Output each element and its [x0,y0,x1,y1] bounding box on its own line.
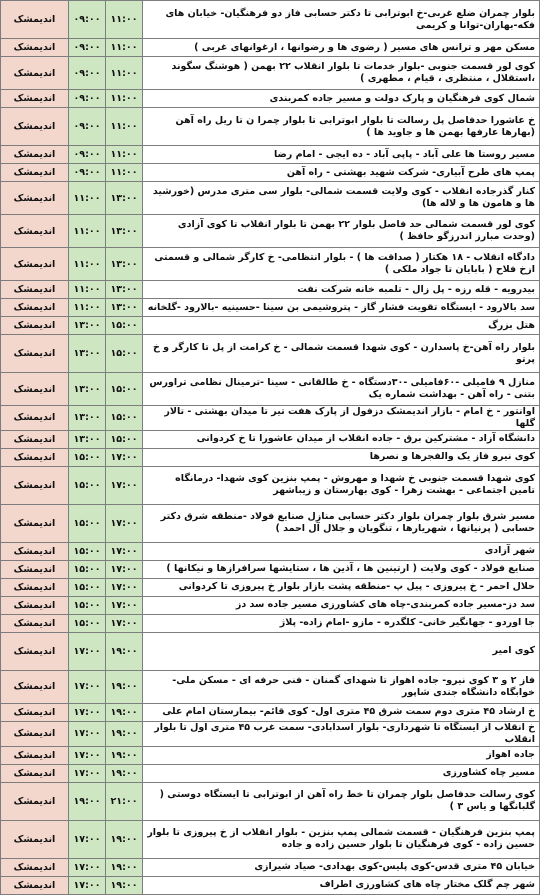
end-time-cell: ۱۱:۰۰ [106,57,143,90]
area-cell: مسیر چاه کشاورزی [143,764,540,782]
city-cell: اندیمشک [1,1,69,39]
city-cell: اندیمشک [1,108,69,146]
schedule-row [1,542,540,560]
end-time-cell: ۱۷:۰۰ [106,448,143,466]
area-cell: دادگاه انقلاب - ۱۸ هکتار ( صداقت ها ) - بلوار انتظامی- خ کارگر شمالی و قسمتی ازخ فلاح ( بابایان تا جواد ملکی ) [143,248,540,281]
schedule-row [1,721,540,746]
area-cell: بلوار راه آهن-خ پاسدارن - کوی شهدا قسمت شمالی - خ کرامت از پل تا کارگر و خ پرتو [143,335,540,373]
schedule-row [1,448,540,466]
start-time-cell: ۱۵:۰۰ [69,504,106,542]
start-time-cell: ۱۷:۰۰ [69,746,106,764]
area-cell: مسیر شرق بلوار چمران بلوار دکتر حسابی منازل صنایع فولاد -منطقه شرق دکتر حسابی ( پرنیانها ، شهریارها ، تنگویان و جلال آل احمد ) [143,504,540,542]
city-cell: اندیمشک [1,373,69,406]
area-cell: بلوار چمران ضلع غربی-خ ابوترابی تا دکتر حسابی فاز دو فرهنگیان- خیابان های فکه-بهاران-توانا و کریمی [143,1,540,39]
start-time-cell: ۱۳:۰۰ [69,317,106,335]
start-time-cell: ۱۵:۰۰ [69,542,106,560]
schedule-row [1,146,540,164]
city-cell: اندیمشک [1,596,69,614]
start-time-cell: ۱۱:۰۰ [69,248,106,281]
schedule-row [1,632,540,670]
city-cell: اندیمشک [1,632,69,670]
start-time-cell: ۱۷:۰۰ [69,721,106,746]
city-cell: اندیمشک [1,430,69,448]
end-time-cell: ۱۵:۰۰ [106,373,143,406]
end-time-cell: ۱۹:۰۰ [106,670,143,703]
end-time-cell: ۱۱:۰۰ [106,164,143,182]
start-time-cell: ۱۱:۰۰ [69,281,106,299]
area-cell: منازل ۹ فامیلی -۶۰فامیلی -۳۰دستگاه - خ طالقانی - سینا -ترمینال نظامی تراورس بتنی - راه آهن - بهداشت شماره یک [143,373,540,406]
area-cell: کوی لور قسمت جنوبی -بلوار خدمات تا بلوار انقلاب ۲۲ بهمن ( هوشنگ سگوند ،استقلال ، منتظری ، قیام ، مطهری ) [143,57,540,90]
area-cell: سد دز-مسیر جاده کمربندی-چاه های کشاورزی مسیر جاده سد دز [143,596,540,614]
city-cell: اندیمشک [1,281,69,299]
area-cell: اوانتور - خ امام - بازار اندیمشک دزفول از پارک هفت تیر تا میدان بهشتی - تالار گلها [143,406,540,431]
start-time-cell: ۰۹:۰۰ [69,39,106,57]
city-cell: اندیمشک [1,448,69,466]
area-cell: مسکن مهر و ترانس های مسیر ( رضوی ها و رضوانها ، ارغوانهای غربی ) [143,39,540,57]
city-cell: اندیمشک [1,721,69,746]
end-time-cell: ۱۵:۰۰ [106,406,143,431]
area-cell: جا اوردو - جهانگیر خانی- کلگدره - مازو -امام زاده- پلاژ [143,614,540,632]
start-time-cell: ۱۷:۰۰ [69,764,106,782]
start-time-cell: ۱۱:۰۰ [69,299,106,317]
start-time-cell: ۰۹:۰۰ [69,164,106,182]
city-cell: اندیمشک [1,764,69,782]
schedule-row [1,578,540,596]
start-time-cell: ۱۵:۰۰ [69,466,106,504]
schedule-row [1,215,540,248]
end-time-cell: ۱۳:۰۰ [106,215,143,248]
schedule-row [1,281,540,299]
end-time-cell: ۱۷:۰۰ [106,614,143,632]
area-cell: خیابان ۴۵ متری قدس-کوی پلیس-کوی بهدادی- صیاد شیرازی [143,858,540,876]
area-cell: سد بالارود - ایستگاه تقویت فشار گاز - پتروشیمی بن سینا -حسینیه -بالارود -گلخانه [143,299,540,317]
schedule-row [1,430,540,448]
start-time-cell: ۱۵:۰۰ [69,614,106,632]
city-cell: اندیمشک [1,39,69,57]
area-cell: شهر چم گلک مختار چاه های کشاورزی اطراف [143,876,540,894]
area-cell: کوی امیر [143,632,540,670]
area-cell: کوی رسالت حدفاصل بلوار چمران تا خط راه آهن از ابوترابی تا ایستگاه دوستی ( گلبانگها و یاس ۳ ) [143,782,540,820]
area-cell: دانشگاه آزاد - مشترکین برق - جاده انقلاب از میدان عاشورا تا خ کردوانی [143,430,540,448]
start-time-cell: ۰۹:۰۰ [69,1,106,39]
city-cell: اندیمشک [1,90,69,108]
end-time-cell: ۱۱:۰۰ [106,90,143,108]
start-time-cell: ۱۱:۰۰ [69,182,106,215]
city-cell: اندیمشک [1,215,69,248]
schedule-row [1,820,540,858]
schedule-row [1,317,540,335]
schedule-row [1,703,540,721]
area-cell: جاده اهواز [143,746,540,764]
city-cell: اندیمشک [1,782,69,820]
city-cell: اندیمشک [1,876,69,894]
schedule-row [1,335,540,373]
city-cell: اندیمشک [1,614,69,632]
start-time-cell: ۰۹:۰۰ [69,108,106,146]
schedule-row [1,466,540,504]
start-time-cell: ۱۳:۰۰ [69,373,106,406]
city-cell: اندیمشک [1,335,69,373]
end-time-cell: ۱۱:۰۰ [106,146,143,164]
area-cell: خ انقلاب از ایستگاه تا شهرداری- بلوار اسدآبادی- سمت غرب ۴۵ متری اول تا بلوار انقلاب [143,721,540,746]
start-time-cell: ۱۷:۰۰ [69,858,106,876]
schedule-row [1,614,540,632]
city-cell: اندیمشک [1,820,69,858]
schedule-row [1,39,540,57]
area-cell: هتل بزرگ [143,317,540,335]
city-cell: اندیمشک [1,164,69,182]
city-cell: اندیمشک [1,299,69,317]
schedule-row [1,560,540,578]
end-time-cell: ۱۷:۰۰ [106,466,143,504]
schedule-row [1,1,540,39]
end-time-cell: ۱۵:۰۰ [106,317,143,335]
end-time-cell: ۱۹:۰۰ [106,876,143,894]
schedule-row [1,596,540,614]
area-cell: مسیر روستا ها علی آباد - پاپی آباد - ده ایجی - امام رضا [143,146,540,164]
area-cell: کوی لور قسمت شمالی حد فاصل بلوار ۲۲ بهمن تا بلوار انقلاب تا کوی آزادی (وحدت مبارز اندرزگو حافظ ) [143,215,540,248]
end-time-cell: ۱۳:۰۰ [106,248,143,281]
start-time-cell: ۱۳:۰۰ [69,406,106,431]
area-cell: شهر آزادی [143,542,540,560]
start-time-cell: ۰۹:۰۰ [69,146,106,164]
city-cell: اندیمشک [1,182,69,215]
city-cell: اندیمشک [1,746,69,764]
start-time-cell: ۱۹:۰۰ [69,782,106,820]
schedule-row [1,670,540,703]
schedule-row [1,746,540,764]
city-cell: اندیمشک [1,670,69,703]
start-time-cell: ۱۷:۰۰ [69,876,106,894]
schedule-row [1,164,540,182]
area-cell: خ عاشورا حدفاصل پل رسالت تا بلوار ابوترابی تا بلوار چمرا ن تا ریل راه آهن (بهارها عارفها بهمن ها و جاوید ها ) [143,108,540,146]
area-cell: بیدرویه - قله رزه - پل زال - تلمبه خانه شرکت نفت [143,281,540,299]
end-time-cell: ۱۹:۰۰ [106,764,143,782]
end-time-cell: ۱۷:۰۰ [106,560,143,578]
schedule-row [1,182,540,215]
start-time-cell: ۱۳:۰۰ [69,335,106,373]
schedule-row [1,782,540,820]
end-time-cell: ۱۹:۰۰ [106,703,143,721]
city-cell: اندیمشک [1,57,69,90]
end-time-cell: ۱۷:۰۰ [106,596,143,614]
schedule-row [1,108,540,146]
city-cell: اندیمشک [1,504,69,542]
end-time-cell: ۱۹:۰۰ [106,721,143,746]
end-time-cell: ۱۱:۰۰ [106,108,143,146]
end-time-cell: ۱۹:۰۰ [106,746,143,764]
city-cell: اندیمشک [1,466,69,504]
city-cell: اندیمشک [1,560,69,578]
area-cell: حلال احمر - خ پیروزی - پیل پ -منطقه پشت بازار بلوار خ پیروزی تا کردوانی [143,578,540,596]
schedule-row [1,764,540,782]
schedule-row [1,406,540,431]
end-time-cell: ۲۱:۰۰ [106,782,143,820]
end-time-cell: ۱۳:۰۰ [106,299,143,317]
area-cell: خ ارشاد ۴۵ متری دوم سمت شرق ۴۵ متری اول- کوی قائم- بیمارستان امام علی [143,703,540,721]
schedule-row [1,90,540,108]
city-cell: اندیمشک [1,248,69,281]
city-cell: اندیمشک [1,146,69,164]
start-time-cell: ۰۹:۰۰ [69,90,106,108]
start-time-cell: ۱۷:۰۰ [69,703,106,721]
schedule-row [1,299,540,317]
city-cell: اندیمشک [1,703,69,721]
end-time-cell: ۱۷:۰۰ [106,542,143,560]
start-time-cell: ۱۱:۰۰ [69,215,106,248]
area-cell: صنایع فولاد - کوی ولایت ( ارتینین ها ، آذین ها ، ستایشها سرافرازها و نیکانها ) [143,560,540,578]
start-time-cell: ۱۵:۰۰ [69,448,106,466]
end-time-cell: ۱۱:۰۰ [106,39,143,57]
area-cell: فاز ۲ و ۳ کوی نیرو- جاده اهواز تا شهدای گمنان - فنی حرفه ای - مسکن ملی- خوابگاه دانشگاه جندی شاپور [143,670,540,703]
end-time-cell: ۱۳:۰۰ [106,182,143,215]
end-time-cell: ۱۹:۰۰ [106,858,143,876]
end-time-cell: ۱۵:۰۰ [106,430,143,448]
area-cell: پمپ بنزین فرهنگیان - قسمت شمالی پمپ بنزین - بلوار انقلاب از خ پیروزی تا بلوار حسین زاده - کوی فرهنگیان تا بلوار حسین زاده و جاده [143,820,540,858]
city-cell: اندیمشک [1,578,69,596]
area-cell: پمپ های طرح آبیاری- شرکت شهید بهشتی - راه آهن [143,164,540,182]
schedule-row [1,57,540,90]
end-time-cell: ۱۷:۰۰ [106,578,143,596]
schedule-row [1,858,540,876]
schedule-row [1,248,540,281]
schedule-row [1,373,540,406]
area-cell: کنار گذرجاده انقلاب - کوی ولایت قسمت شمالی- بلوار سی متری مدرس (خورشید ها و هامون ها و لاله ها) [143,182,540,215]
city-cell: اندیمشک [1,858,69,876]
end-time-cell: ۱۳:۰۰ [106,281,143,299]
end-time-cell: ۱۱:۰۰ [106,1,143,39]
start-time-cell: ۱۷:۰۰ [69,632,106,670]
end-time-cell: ۱۹:۰۰ [106,820,143,858]
area-cell: شمال کوی فرهنگیان و پارک دولت و مسیر جاده کمربندی [143,90,540,108]
start-time-cell: ۱۷:۰۰ [69,820,106,858]
start-time-cell: ۱۵:۰۰ [69,596,106,614]
city-cell: اندیمشک [1,542,69,560]
end-time-cell: ۱۹:۰۰ [106,632,143,670]
schedule-row [1,504,540,542]
area-cell: کوی نیرو فاز یک والفجرها و نصرها [143,448,540,466]
city-cell: اندیمشک [1,406,69,431]
start-time-cell: ۰۹:۰۰ [69,57,106,90]
schedule-rows [1,1,540,895]
area-cell: کوی شهدا قسمت جنوبی خ شهدا و مهروش - پمپ بنزین کوی شهدا- درمانگاه تامین اجتماعی - بهشت زهرا - کوی بهارستان و زیباشهر [143,466,540,504]
schedule-row [1,876,540,894]
start-time-cell: ۱۵:۰۰ [69,560,106,578]
start-time-cell: ۱۳:۰۰ [69,430,106,448]
start-time-cell: ۱۷:۰۰ [69,670,106,703]
city-cell: اندیمشک [1,317,69,335]
start-time-cell: ۱۵:۰۰ [69,578,106,596]
end-time-cell: ۱۷:۰۰ [106,504,143,542]
end-time-cell: ۱۵:۰۰ [106,335,143,373]
